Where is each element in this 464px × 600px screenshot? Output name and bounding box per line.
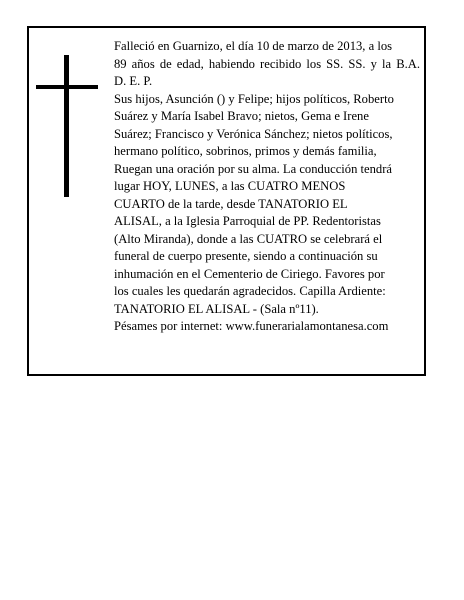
obituary-line: Suárez; Francisco y Verónica Sánchez; nietos políticos, — [114, 126, 393, 141]
obituary-line: TANATORIO EL ALISAL - (Sala nº11). — [114, 301, 319, 316]
obituary-line: (Alto Miranda), donde a las CUATRO se celebrará el — [114, 231, 383, 246]
cross-horizontal-bar — [36, 85, 98, 89]
obituary-line: hermano político, sobrinos, primos y demás familia, — [114, 144, 377, 158]
obituary-line: Falleció en Guarnizo, el día 10 de marzo de 2013, a los — [114, 39, 393, 53]
obituary-line: Pésames por internet: www.funerarialamontanesa.com — [114, 319, 389, 333]
obituary-line: Suárez y María Isabel Bravo; nietos, Gema e Irene — [114, 109, 369, 123]
obituary-line: 89 años de edad, habiendo recibido los SS. SS. y la B.A. — [114, 56, 420, 71]
obituary-line: CUARTO de la tarde, desde TANATORIO EL — [114, 196, 348, 211]
obituary-line: inhumación en el Cementerio de Ciriego. Favores por — [114, 266, 385, 281]
obituary-line: ALISAL, a la Iglesia Parroquial de PP. Redentoristas — [114, 214, 381, 228]
obituary-line: Ruegan una oración por su alma. La conducción tendrá — [114, 161, 393, 176]
obituary-line: lugar HOY, LUNES, a las CUATRO MENOS — [114, 179, 346, 193]
obituary-line: D. E. P. — [114, 74, 153, 88]
obituary-line: Sus hijos, Asunción () y Felipe; hijos políticos, Roberto — [114, 91, 394, 106]
cross-icon — [36, 55, 98, 197]
obituary-line: funeral de cuerpo presente, siendo a continuación su — [114, 249, 378, 263]
cross-vertical-bar — [64, 55, 69, 197]
obituary-line: los cuales les quedarán agradecidos. Capilla Ardiente: — [114, 284, 386, 298]
obituary-text — [114, 38, 420, 336]
